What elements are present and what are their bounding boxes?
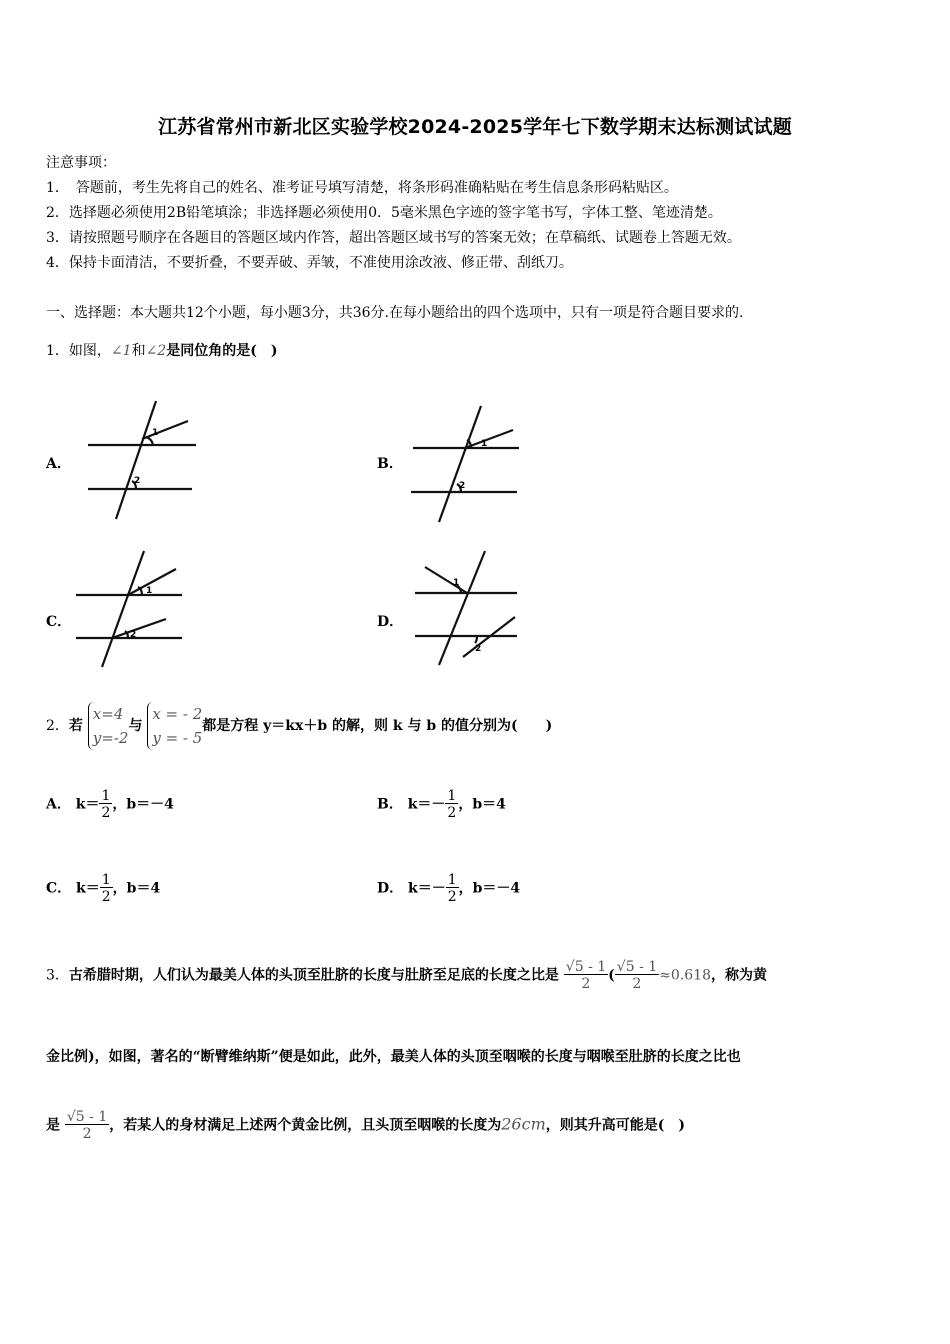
fraction	[100, 873, 113, 904]
figure-option-b	[405, 398, 530, 528]
fraction-numerator: 1	[447, 872, 457, 888]
golden-ratio-fraction	[615, 960, 659, 991]
question-3-line-2: 金比例)，如图，著名的“断臂维纳斯”便是如此，此外，最美人体的头顶至咽喉的长度与咽喉至肚脐的长度之比也	[46, 1049, 741, 1065]
fraction	[445, 789, 458, 820]
option-k: k＝－	[407, 796, 446, 813]
option-c	[46, 873, 160, 904]
option-k: k＝	[76, 880, 100, 897]
question-3-line-3	[46, 1110, 685, 1141]
notes-heading: 注意事项：	[46, 155, 116, 171]
fraction-denominator: 2	[101, 889, 111, 905]
figure-option-d	[405, 545, 530, 675]
note-item: 4．保持卡面清洁，不要折叠，不要弄破、弄皱，不准使用涂改液、修正带、刮纸刀。	[46, 255, 573, 271]
fraction-numerator: √5 - 1	[616, 959, 658, 975]
question-2	[46, 702, 552, 750]
option-b-value: ，b＝4	[458, 796, 506, 813]
question-text: 是同位角的是( )	[166, 343, 278, 359]
equation-system-2	[147, 702, 202, 750]
svg-text:2: 2	[459, 481, 466, 491]
question-text: ，称为黄	[710, 967, 767, 984]
equation-line: y=-2	[92, 729, 129, 747]
question-text: 都是方程 y＝kx＋b 的解，则 k 与 b 的值分别为( )	[202, 718, 553, 734]
svg-text:2: 2	[130, 630, 137, 640]
fraction-denominator: 2	[101, 805, 111, 821]
option-b-label: B．	[377, 456, 403, 472]
section-heading: 一、选择题：本大题共12个小题，每小题3分，共36分.在每小题给出的四个选项中，只有一项是符合题目要求的.	[46, 305, 744, 321]
fraction	[446, 873, 459, 904]
fraction-denominator: 2	[615, 974, 659, 991]
question-text: ，若某人的身材满足上述两个黄金比例，且头顶至咽喉的长度为	[109, 1117, 502, 1134]
figure-option-a	[80, 395, 205, 525]
question-number: 1．	[46, 343, 69, 359]
equation-line: y = - 5	[152, 729, 203, 747]
option-b-value: ，b＝－4	[112, 796, 174, 813]
svg-text:1: 1	[146, 586, 153, 596]
svg-text:1: 1	[453, 578, 460, 588]
option-label: D．	[377, 880, 404, 897]
option-label: A．	[46, 796, 71, 813]
question-text: 与	[128, 718, 143, 734]
fraction-numerator: √5 - 1	[66, 1109, 108, 1125]
fraction-denominator: 2	[447, 889, 457, 905]
option-a-label: A．	[46, 456, 71, 472]
equation-line: x = - 2	[152, 705, 203, 723]
page-title: 江苏省常州市新北区实验学校2024-2025学年七下数学期末达标测试试题	[158, 116, 792, 138]
length-value: 26cm	[501, 1114, 546, 1134]
paren: (	[608, 967, 615, 984]
golden-ratio-fraction	[564, 960, 608, 991]
svg-text:2: 2	[134, 476, 141, 486]
question-text: 和	[131, 343, 146, 359]
fraction-denominator: 2	[447, 805, 457, 821]
fraction-denominator: 2	[65, 1124, 109, 1141]
option-b-value: ，b＝－4	[458, 880, 521, 897]
option-k: k＝－	[408, 880, 446, 897]
question-1	[46, 340, 277, 360]
question-number: 3．	[46, 967, 69, 984]
option-b	[377, 789, 506, 820]
svg-text:1: 1	[481, 439, 488, 449]
fraction-numerator: 1	[101, 872, 111, 888]
fraction-denominator: 2	[564, 974, 608, 991]
option-label: C．	[46, 880, 72, 897]
question-text: 如图，	[68, 343, 111, 359]
svg-text:1: 1	[152, 428, 159, 438]
option-c-label: C．	[46, 614, 72, 630]
option-k: k＝	[75, 796, 100, 813]
note-item: 2．选择题必须使用2B铅笔填涂；非选择题必须使用0．5毫米黑色字迹的签字笔书写，字体工整、笔迹清楚。	[46, 205, 722, 221]
fraction	[99, 789, 112, 820]
approx-value: ≈0.618	[659, 967, 711, 984]
fraction-numerator: 1	[447, 788, 457, 804]
option-b-value: ，b＝4	[112, 880, 161, 897]
question-text: ，则其升高可能是( )	[545, 1117, 685, 1134]
equation-system-1	[88, 702, 129, 750]
question-number: 2．	[46, 718, 69, 734]
note-item: 1． 答题前，考生先将自己的姓名、准考证号填写清楚，将条形码准确粘贴在考生信息条形码粘贴区。	[46, 180, 678, 196]
svg-text:2: 2	[475, 644, 482, 654]
equation-line: x=4	[92, 705, 124, 723]
question-text: 是	[46, 1117, 60, 1134]
fraction-numerator: 1	[101, 788, 111, 804]
figure-option-c	[70, 545, 195, 675]
option-d	[377, 873, 520, 904]
angle-2-label: ∠2	[145, 343, 167, 359]
option-label: B．	[377, 796, 403, 813]
golden-ratio-fraction	[65, 1110, 109, 1141]
fraction-numerator: √5 - 1	[565, 959, 607, 975]
question-3-line-1	[46, 960, 767, 991]
option-a	[46, 789, 174, 820]
option-d-label: D．	[377, 614, 404, 630]
question-text: 若	[68, 718, 83, 734]
question-text: 古希腊时期，人们认为最美人体的头顶至肚脐的长度与肚脐至足底的长度之比是	[68, 967, 559, 984]
angle-1-label: ∠1	[110, 343, 132, 359]
note-item: 3．请按照题号顺序在各题目的答题区域内作答，超出答题区域书写的答案无效；在草稿纸、试题卷上答题无效。	[46, 230, 741, 246]
